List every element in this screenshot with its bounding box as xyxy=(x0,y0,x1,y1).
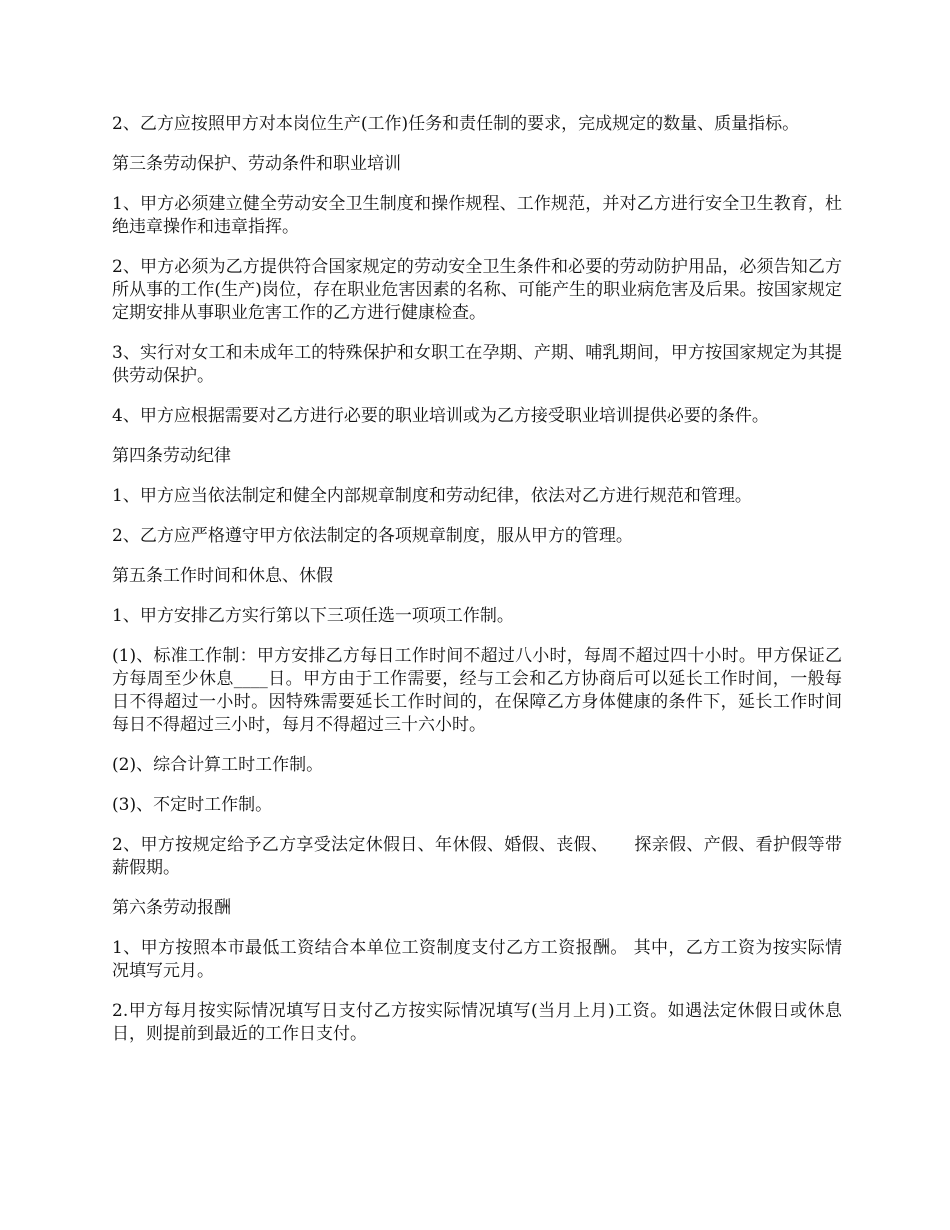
paragraph-article5-option3: (3)、不定时工作制。 xyxy=(112,795,273,815)
paragraph-article4-item2: 2、乙方应严格遵守甲方依法制定的各项规章制度，服从甲方的管理。 xyxy=(112,526,633,546)
paragraph-section2-item2: 2、乙方应按照甲方对本岗位生产(工作)任务和责任制的要求，完成规定的数量、质量指标。 xyxy=(112,114,800,134)
heading-article-3: 第三条劳动保护、劳动条件和职业培训 xyxy=(112,154,401,174)
heading-article-4: 第四条劳动纪律 xyxy=(112,446,231,466)
paragraph-article6-item2: 2.甲方每月按实际情况填写日支付乙方按实际情况填写(当月上月)工资。如遇法定休假日或休息日，则提前到最近的工作日支付。 xyxy=(112,1001,842,1044)
paragraph-article4-item1: 1、甲方应当依法制定和健全内部规章制度和劳动纪律，依法对乙方进行规范和管理。 xyxy=(112,486,752,506)
paragraph-article5-option1: (1)、标准工作制：甲方安排乙方每日工作时间不超过八小时，每周不超过四十小时。甲方保证乙方每周至少休息____日。甲方由于工作需要，经与工会和乙方协商后可以延长工作时间，一般每日不得超过一小时。因特殊需要延长工作时间的，在保障乙方身体健康的条件下，延长工作时间每日不得超过三小时，每月不得超过三十六小时。 xyxy=(112,646,842,735)
paragraph-article3-item2: 2、甲方必须为乙方提供符合国家规定的劳动安全卫生条件和必要的劳动防护用品，必须告知乙方所从事的工作(生产)岗位，存在职业危害因素的名称、可能产生的职业病危害及后果。按国家规定定期安排从事职业危害工作的乙方进行健康检查。 xyxy=(112,257,842,323)
paragraph-article6-item1: 1、甲方按照本市最低工资结合本单位工资制度支付乙方工资报酬。 其中，乙方工资为按实际情况填写元月。 xyxy=(112,938,842,981)
document-body xyxy=(112,113,842,1063)
paragraph-article3-item1: 1、甲方必须建立健全劳动安全卫生制度和操作规程、工作规范，并对乙方进行安全卫生教育，杜绝违章操作和违章指挥。 xyxy=(112,194,842,237)
paragraph-article3-item3: 3、实行对女工和未成年工的特殊保护和女职工在孕期、产期、哺乳期间，甲方按国家规定为其提供劳动保护。 xyxy=(112,343,842,386)
heading-article-6: 第六条劳动报酬 xyxy=(112,898,231,918)
paragraph-article5-option2: (2)、综合计算工时工作制。 xyxy=(112,755,324,775)
paragraph-article5-item1: 1、甲方安排乙方实行第以下三项任选一项项工作制。 xyxy=(112,606,514,626)
heading-article-5: 第五条工作时间和休息、休假 xyxy=(112,566,333,586)
paragraph-article3-item4: 4、甲方应根据需要对乙方进行必要的职业培训或为乙方接受职业培训提供必要的条件。 xyxy=(112,406,769,426)
paragraph-article5-item2: 2、甲方按规定给予乙方享受法定休假日、年休假、婚假、丧假、 探亲假、产假、看护假等带薪假期。 xyxy=(112,835,842,878)
